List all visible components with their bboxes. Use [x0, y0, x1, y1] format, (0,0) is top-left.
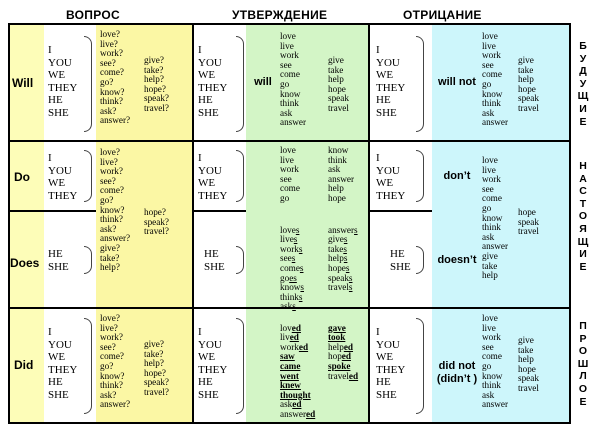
q-pronouns-do: I YOU WE THEY: [48, 152, 78, 202]
n-verbs2-will: give take help hope speak travel: [518, 55, 539, 113]
header-affirmative: УТВЕРЖДЕНИЕ: [232, 8, 328, 22]
brace-icon: [84, 36, 92, 132]
q-pronouns-did: I YOU WE THEY HE SHE: [48, 326, 78, 401]
n-pronouns-does: HE SHE: [390, 248, 411, 273]
rule-do-does-n: [368, 210, 432, 212]
rule-top: [8, 23, 570, 25]
q-verbs1-will: love? live? work? see? come? go? know? think? ask? answer?: [100, 29, 131, 126]
brace-icon: [84, 150, 92, 202]
n-aux-does: doesn’t: [437, 254, 477, 266]
brace-icon: [416, 36, 424, 132]
n-verbs1-did: love live work see come go know think ask answer: [482, 313, 509, 410]
q-verbs2-do: hope? speak? travel?: [144, 207, 169, 237]
rule-do-does-a: [192, 210, 246, 212]
rule-do-does-q: [8, 210, 96, 212]
brace-icon: [84, 318, 92, 414]
brace-icon: [236, 36, 244, 132]
a-verbs2-does: answers gives takes helps hopes speaks travels: [328, 224, 358, 293]
aux-do: Do: [14, 170, 30, 184]
tense-present-text: Н А С Т О Я Щ И Е: [577, 160, 589, 273]
tense-present: [572, 160, 594, 273]
a-verbs1-does: loves lives works sees comes goes knows thinks asks: [280, 224, 304, 312]
brace-icon: [84, 246, 92, 274]
header-question: ВОПРОС: [66, 8, 120, 22]
n-pronouns-will: I YOU WE THEY HE SHE: [376, 44, 406, 119]
q-verbs1-do: love? live? work? see? come? go? know? think? ask? answer? give? take? help?: [100, 147, 131, 273]
a-aux-will: will: [254, 76, 272, 88]
q-verbs2-did: give? take? help? hope? speak? travel?: [144, 339, 169, 397]
a-verbs1-did: loved lived worked saw came went knew thought asked answered: [280, 322, 316, 419]
n-verbs2-do: hope speak travel: [518, 207, 539, 237]
a-pronouns-will: I YOU WE THEY HE SHE: [198, 44, 228, 119]
brace-icon: [416, 150, 424, 202]
brace-icon: [236, 246, 244, 274]
tense-future-text: Б У Д У Щ И Е: [577, 40, 589, 128]
tense-past: [572, 320, 594, 408]
brace-icon: [236, 318, 244, 414]
aux-did: Did: [14, 358, 34, 372]
n-verbs1-do: love live work see come go know think ask answer give take help: [482, 155, 509, 281]
a-verbs1-do: love live work see come go: [280, 145, 300, 203]
n-pronouns-do: I YOU WE THEY: [376, 152, 406, 202]
a-verbs2-will: give take help hope speak travel: [328, 55, 349, 113]
n-aux-do: don’t: [443, 170, 471, 182]
rule-left: [8, 23, 10, 424]
q-pronouns-will: I YOU WE THEY HE SHE: [48, 44, 78, 119]
n-aux-did: did not (didn’t ): [436, 360, 478, 385]
aux-will: Will: [12, 76, 34, 90]
brace-icon: [416, 318, 424, 414]
rule-bottom: [8, 422, 570, 424]
n-pronouns-did: I YOU WE THEY HE SHE: [376, 326, 406, 401]
rule-will-do: [8, 140, 570, 142]
rule-q-a: [192, 23, 194, 424]
tense-future: [572, 40, 594, 128]
rule-right: [569, 23, 571, 424]
tense-past-text: П Р О Ш Л О Е: [577, 320, 589, 408]
aux-does: Does: [10, 256, 40, 270]
n-verbs2-did: give take help hope speak travel: [518, 335, 539, 393]
a-pronouns-do: I YOU WE THEY: [198, 152, 228, 202]
header-negative: ОТРИЦАНИЕ: [403, 8, 482, 22]
brace-icon: [416, 246, 424, 274]
a-pronouns-did: I YOU WE THEY HE SHE: [198, 326, 228, 401]
q-pronouns-does: HE SHE: [48, 248, 69, 273]
a-pronouns-does: HE SHE: [204, 248, 225, 273]
a-verbs2-do: know think ask answer help hope: [328, 145, 355, 203]
a-verbs2-did: gave took helped hoped spoke traveled: [328, 322, 359, 381]
a-verbs1-will: love live work see come go know think ask answer: [280, 31, 307, 128]
n-verbs1-will: love live work see come go know think ask answer: [482, 31, 509, 128]
brace-icon: [236, 150, 244, 202]
rule-a-n: [368, 23, 370, 424]
q-verbs2-will: give? take? help? hope? speak? travel?: [144, 55, 169, 113]
q-verbs1-did: love? live? work? see? come? go? know? think? ask? answer?: [100, 313, 131, 410]
n-aux-will: will not: [438, 76, 476, 88]
